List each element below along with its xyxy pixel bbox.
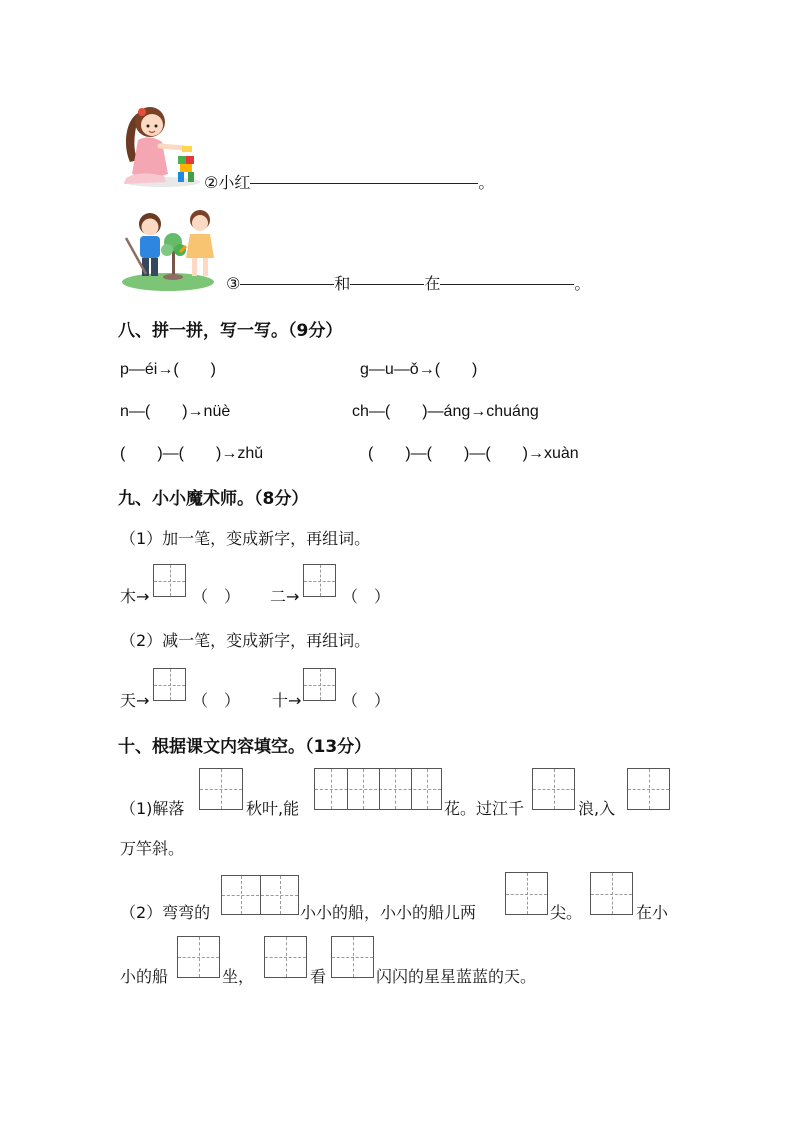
q9-part1-instruction: （1）加一笔，变成新字，再组词。 xyxy=(120,529,371,548)
kids-planting-tree-illustration xyxy=(120,208,216,292)
writing-box-double[interactable] xyxy=(199,768,243,810)
writing-box[interactable] xyxy=(264,936,307,978)
q8-heading: 八、拼一拼，写一写。（9分） xyxy=(118,321,343,341)
q9-part2-item1-char: 天→ xyxy=(120,691,150,710)
q10-s2-text-a: （2）弯弯的 xyxy=(120,903,211,922)
writing-box[interactable] xyxy=(627,768,670,810)
q8-row-1-right[interactable]: g—u—ǒ→( ) xyxy=(360,361,478,378)
q10-s1-text-a: （1)解落 xyxy=(120,799,185,818)
and-text: 和 xyxy=(334,274,351,293)
q10-s2-text-g: 看 xyxy=(310,967,327,986)
writing-box[interactable] xyxy=(505,872,548,915)
q9-part2-item2-paren[interactable]: （ ） xyxy=(342,691,391,710)
q8-row-3-right[interactable]: ( )—( )—( )→xuàn xyxy=(368,445,579,462)
q9-part2-item1-paren[interactable]: （ ） xyxy=(192,691,241,710)
item-number: ③ xyxy=(226,274,241,293)
item-name: 小红 xyxy=(218,173,251,192)
girl-playing-blocks-illustration xyxy=(120,100,202,188)
q10-s2-text-b: 小小的船，小小的船儿两 xyxy=(300,903,477,922)
q8-row-2-right[interactable]: ch—( )—áng→chuáng xyxy=(352,403,539,420)
q10-heading: 十、根据课文内容填空。（13分） xyxy=(118,737,372,757)
answer-line[interactable] xyxy=(250,183,478,184)
writing-box-double[interactable] xyxy=(221,875,299,915)
q10-s2-text-c: 尖。 xyxy=(550,903,583,922)
q7-item-2 xyxy=(204,170,494,193)
writing-box[interactable] xyxy=(532,768,575,810)
q9-part1-item1-char: 木→ xyxy=(120,587,150,606)
q10-s1-text-d: 浪,入 xyxy=(578,799,616,818)
q10-s2-text-h: 闪闪的星星蓝蓝的天。 xyxy=(376,967,537,986)
writing-box[interactable] xyxy=(590,872,633,915)
q10-s1-text-b: 秋叶,能 xyxy=(246,799,300,818)
line-end-mark: 。 xyxy=(574,274,591,293)
q9-part2-item2-char: 十→ xyxy=(272,691,302,710)
q9-heading: 九、小小魔术师。（8分） xyxy=(118,489,309,509)
q9-part1-item2-char: 二→ xyxy=(270,587,300,606)
writing-box-quad[interactable] xyxy=(314,768,442,810)
writing-box[interactable] xyxy=(177,936,220,978)
line-end-mark: 。 xyxy=(478,173,495,192)
q10-s2-text-e: 小的船 xyxy=(120,967,169,986)
q10-s1-text-c: 花。过江千 xyxy=(444,799,525,818)
writing-box[interactable] xyxy=(153,564,186,597)
q8-row-1-left[interactable]: p—éi→( ) xyxy=(120,361,217,378)
q9-part1-item2-paren[interactable]: （ ） xyxy=(342,587,391,606)
item-number: ② xyxy=(204,173,219,192)
writing-box[interactable] xyxy=(303,668,336,701)
q10-s2-text-f: 坐， xyxy=(222,967,255,986)
q10-s1-text-e: 万竿斜。 xyxy=(120,839,185,858)
writing-box[interactable] xyxy=(153,668,186,701)
answer-line-doing[interactable] xyxy=(440,284,574,285)
answer-line-who-2[interactable] xyxy=(350,284,424,285)
q9-part2-instruction: （2）减一笔，变成新字，再组词。 xyxy=(120,631,371,650)
answer-line-who-1[interactable] xyxy=(240,284,334,285)
q10-s2-text-d: 在小 xyxy=(636,903,669,922)
q9-part1-item1-paren[interactable]: （ ） xyxy=(192,587,241,606)
q8-row-3-left[interactable]: ( )—( )→zhǔ xyxy=(120,445,264,462)
at-text: 在 xyxy=(424,274,441,293)
q7-item-3 xyxy=(226,271,590,294)
q8-row-2-left[interactable]: n—( )→nüè xyxy=(120,403,231,420)
writing-box[interactable] xyxy=(331,936,374,978)
writing-box[interactable] xyxy=(303,564,336,597)
